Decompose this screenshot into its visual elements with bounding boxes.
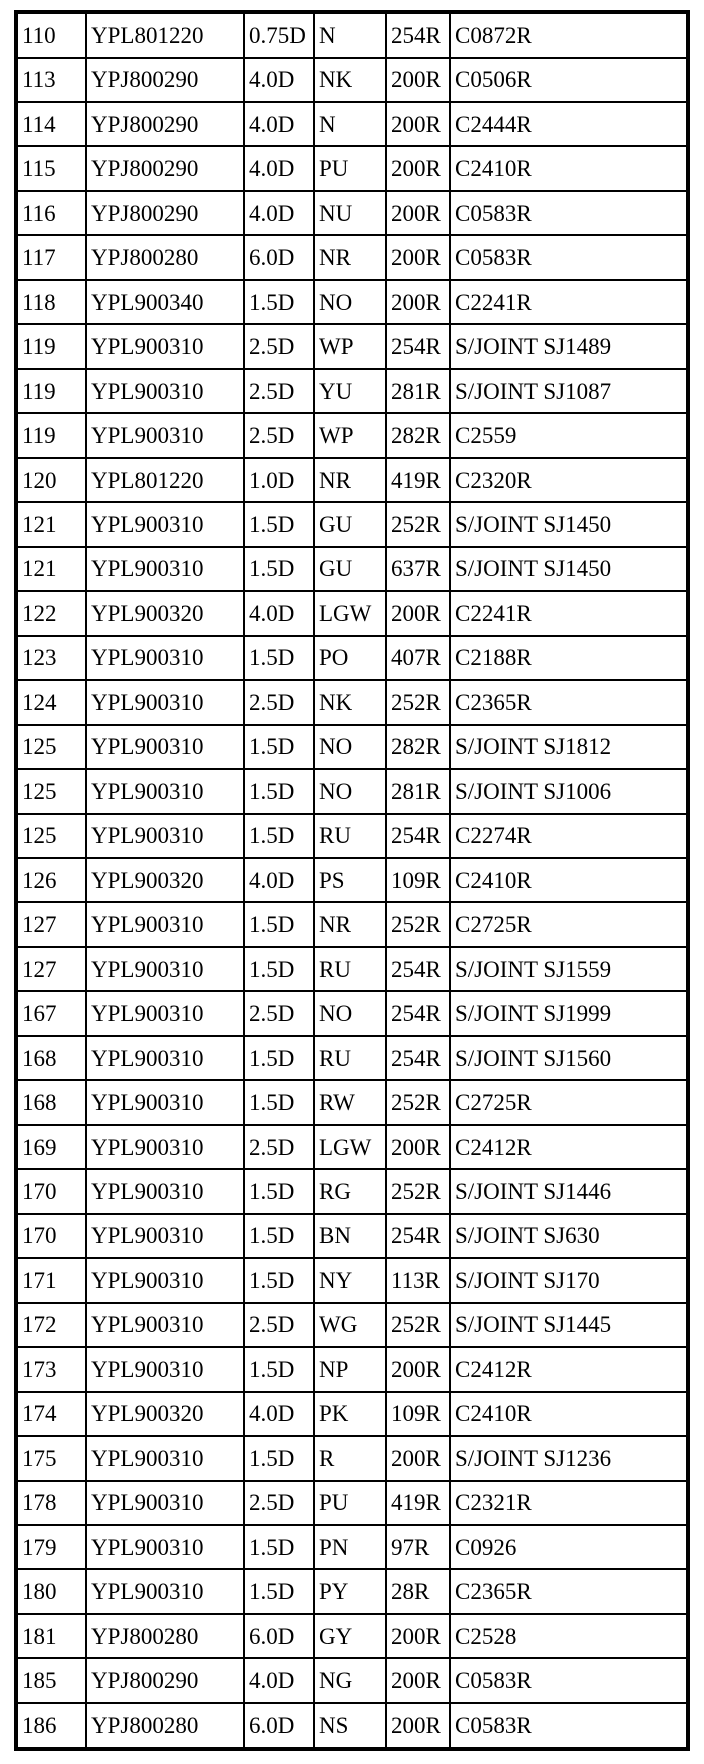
wire-size-cell: 4.0D <box>244 858 314 902</box>
wire-color-cell: PK <box>314 1392 386 1436</box>
part-number-cell: YPL900310 <box>86 1080 244 1124</box>
table-row <box>16 1258 688 1302</box>
wire-color-cell: RU <box>314 1036 386 1080</box>
connection-cell: C2241R <box>450 591 688 635</box>
wire-color-cell: NK <box>314 58 386 102</box>
wire-color-cell: RW <box>314 1080 386 1124</box>
length-cell: 113R <box>386 1258 450 1302</box>
circuit-number-cell: 125 <box>16 814 86 858</box>
length-cell: 200R <box>386 146 450 190</box>
part-number-cell: YPJ800290 <box>86 146 244 190</box>
part-number-cell: YPL900310 <box>86 1525 244 1569</box>
length-cell: 254R <box>386 814 450 858</box>
circuit-number-cell: 175 <box>16 1436 86 1480</box>
wire-size-cell: 2.5D <box>244 324 314 368</box>
connection-cell: S/JOINT SJ1446 <box>450 1169 688 1213</box>
length-cell: 252R <box>386 1303 450 1347</box>
connection-cell: S/JOINT SJ630 <box>450 1214 688 1258</box>
part-number-cell: YPL900310 <box>86 947 244 991</box>
wire-color-cell: NS <box>314 1703 386 1749</box>
length-cell: 254R <box>386 947 450 991</box>
circuit-number-cell: 186 <box>16 1703 86 1749</box>
wire-color-cell: GY <box>314 1614 386 1658</box>
table-row <box>16 235 688 279</box>
length-cell: 419R <box>386 458 450 502</box>
wire-size-cell: 1.5D <box>244 1214 314 1258</box>
wire-color-cell: PU <box>314 146 386 190</box>
part-number-cell: YPL900310 <box>86 1436 244 1480</box>
connection-cell: C2559 <box>450 413 688 457</box>
table-row <box>16 1436 688 1480</box>
wire-color-cell: RU <box>314 947 386 991</box>
part-number-cell: YPL900310 <box>86 1036 244 1080</box>
circuit-number-cell: 180 <box>16 1569 86 1613</box>
wire-color-cell: NG <box>314 1658 386 1702</box>
wire-size-cell: 2.5D <box>244 1125 314 1169</box>
wire-size-cell: 4.0D <box>244 1658 314 1702</box>
part-number-cell: YPL900310 <box>86 369 244 413</box>
connection-cell: C0926 <box>450 1525 688 1569</box>
circuit-number-cell: 167 <box>16 991 86 1035</box>
length-cell: 281R <box>386 369 450 413</box>
circuit-number-cell: 114 <box>16 102 86 146</box>
table-row <box>16 502 688 546</box>
wire-size-cell: 1.5D <box>244 1169 314 1213</box>
connection-cell: C2410R <box>450 1392 688 1436</box>
wire-size-cell: 1.0D <box>244 458 314 502</box>
circuit-number-cell: 170 <box>16 1214 86 1258</box>
table-row <box>16 902 688 946</box>
wire-color-cell: PO <box>314 636 386 680</box>
circuit-number-cell: 119 <box>16 369 86 413</box>
wire-color-cell: NR <box>314 235 386 279</box>
table-row <box>16 1658 688 1702</box>
connection-cell: S/JOINT SJ1999 <box>450 991 688 1035</box>
part-number-cell: YPL900310 <box>86 547 244 591</box>
connection-cell: C2412R <box>450 1125 688 1169</box>
wiring-table <box>14 10 690 1751</box>
length-cell: 200R <box>386 1703 450 1749</box>
table-row <box>16 12 688 58</box>
connection-cell: C2412R <box>450 1347 688 1391</box>
table-row <box>16 1569 688 1613</box>
connection-cell: S/JOINT SJ1489 <box>450 324 688 368</box>
wire-color-cell: PN <box>314 1525 386 1569</box>
wire-size-cell: 1.5D <box>244 947 314 991</box>
wire-color-cell: NP <box>314 1347 386 1391</box>
length-cell: 200R <box>386 591 450 635</box>
circuit-number-cell: 126 <box>16 858 86 902</box>
connection-cell: C2365R <box>450 1569 688 1613</box>
length-cell: 252R <box>386 1169 450 1213</box>
wire-color-cell: PU <box>314 1481 386 1525</box>
table-row <box>16 1303 688 1347</box>
wire-size-cell: 1.5D <box>244 1258 314 1302</box>
table-row <box>16 1169 688 1213</box>
circuit-number-cell: 121 <box>16 547 86 591</box>
part-number-cell: YPL900310 <box>86 680 244 724</box>
circuit-number-cell: 124 <box>16 680 86 724</box>
wire-color-cell: NR <box>314 458 386 502</box>
table-row <box>16 191 688 235</box>
part-number-cell: YPL900310 <box>86 902 244 946</box>
connection-cell: S/JOINT SJ1450 <box>450 547 688 591</box>
wire-color-cell: NY <box>314 1258 386 1302</box>
wire-size-cell: 1.5D <box>244 769 314 813</box>
wire-size-cell: 2.5D <box>244 1303 314 1347</box>
wire-color-cell: PY <box>314 1569 386 1613</box>
wire-color-cell: RG <box>314 1169 386 1213</box>
table-row <box>16 102 688 146</box>
wire-size-cell: 2.5D <box>244 369 314 413</box>
wire-color-cell: RU <box>314 814 386 858</box>
connection-cell: C2410R <box>450 146 688 190</box>
table-row <box>16 146 688 190</box>
length-cell: 281R <box>386 769 450 813</box>
part-number-cell: YPJ800290 <box>86 102 244 146</box>
wire-size-cell: 6.0D <box>244 1614 314 1658</box>
length-cell: 200R <box>386 1658 450 1702</box>
wire-size-cell: 1.5D <box>244 902 314 946</box>
wire-color-cell: NU <box>314 191 386 235</box>
part-number-cell: YPJ800290 <box>86 58 244 102</box>
length-cell: 109R <box>386 1392 450 1436</box>
length-cell: 282R <box>386 413 450 457</box>
wire-size-cell: 4.0D <box>244 591 314 635</box>
connection-cell: S/JOINT SJ1559 <box>450 947 688 991</box>
length-cell: 407R <box>386 636 450 680</box>
wire-color-cell: R <box>314 1436 386 1480</box>
wire-size-cell: 2.5D <box>244 991 314 1035</box>
wire-color-cell: GU <box>314 502 386 546</box>
length-cell: 252R <box>386 1080 450 1124</box>
table-row <box>16 1525 688 1569</box>
circuit-number-cell: 171 <box>16 1258 86 1302</box>
length-cell: 254R <box>386 12 450 58</box>
wire-size-cell: 1.5D <box>244 814 314 858</box>
wire-size-cell: 1.5D <box>244 1347 314 1391</box>
part-number-cell: YPL900310 <box>86 1258 244 1302</box>
wire-color-cell: N <box>314 12 386 58</box>
table-row <box>16 1036 688 1080</box>
table-row <box>16 369 688 413</box>
table-row <box>16 458 688 502</box>
wire-color-cell: WP <box>314 413 386 457</box>
connection-cell: C2241R <box>450 280 688 324</box>
wire-color-cell: PS <box>314 858 386 902</box>
length-cell: 252R <box>386 902 450 946</box>
length-cell: 254R <box>386 1036 450 1080</box>
wire-size-cell: 4.0D <box>244 58 314 102</box>
wire-size-cell: 4.0D <box>244 1392 314 1436</box>
connection-cell: S/JOINT SJ1450 <box>450 502 688 546</box>
table-row <box>16 413 688 457</box>
length-cell: 200R <box>386 1125 450 1169</box>
wire-size-cell: 2.5D <box>244 1481 314 1525</box>
table-row <box>16 324 688 368</box>
connection-cell: S/JOINT SJ1236 <box>450 1436 688 1480</box>
table-row <box>16 280 688 324</box>
wire-color-cell: NO <box>314 280 386 324</box>
circuit-number-cell: 127 <box>16 902 86 946</box>
connection-cell: C2725R <box>450 902 688 946</box>
circuit-number-cell: 110 <box>16 12 86 58</box>
length-cell: 254R <box>386 1214 450 1258</box>
circuit-number-cell: 178 <box>16 1481 86 1525</box>
connection-cell: S/JOINT SJ170 <box>450 1258 688 1302</box>
part-number-cell: YPL900310 <box>86 1569 244 1613</box>
circuit-number-cell: 168 <box>16 1080 86 1124</box>
wire-color-cell: LGW <box>314 591 386 635</box>
part-number-cell: YPL900310 <box>86 725 244 769</box>
table-row <box>16 1125 688 1169</box>
part-number-cell: YPL900310 <box>86 636 244 680</box>
length-cell: 200R <box>386 235 450 279</box>
length-cell: 419R <box>386 1481 450 1525</box>
length-cell: 282R <box>386 725 450 769</box>
length-cell: 200R <box>386 102 450 146</box>
connection-cell: C2274R <box>450 814 688 858</box>
connection-cell: C0872R <box>450 12 688 58</box>
part-number-cell: YPL801220 <box>86 458 244 502</box>
wire-color-cell: N <box>314 102 386 146</box>
wire-size-cell: 2.5D <box>244 413 314 457</box>
table-row <box>16 1614 688 1658</box>
wire-color-cell: WG <box>314 1303 386 1347</box>
part-number-cell: YPL900310 <box>86 413 244 457</box>
circuit-number-cell: 127 <box>16 947 86 991</box>
wire-size-cell: 1.5D <box>244 725 314 769</box>
connection-cell: S/JOINT SJ1560 <box>450 1036 688 1080</box>
circuit-number-cell: 168 <box>16 1036 86 1080</box>
part-number-cell: YPJ800280 <box>86 1703 244 1749</box>
connection-cell: C2410R <box>450 858 688 902</box>
length-cell: 200R <box>386 191 450 235</box>
length-cell: 97R <box>386 1525 450 1569</box>
wire-size-cell: 6.0D <box>244 235 314 279</box>
connection-cell: C2365R <box>450 680 688 724</box>
wire-color-cell: NO <box>314 769 386 813</box>
table-row <box>16 680 688 724</box>
table-row <box>16 1347 688 1391</box>
part-number-cell: YPL900310 <box>86 991 244 1035</box>
wire-size-cell: 1.5D <box>244 1436 314 1480</box>
table-row <box>16 1392 688 1436</box>
wire-size-cell: 4.0D <box>244 146 314 190</box>
wire-color-cell: YU <box>314 369 386 413</box>
wire-size-cell: 1.5D <box>244 1569 314 1613</box>
wire-size-cell: 2.5D <box>244 680 314 724</box>
circuit-number-cell: 122 <box>16 591 86 635</box>
connection-cell: C0583R <box>450 235 688 279</box>
wiring-table-body <box>16 12 688 1749</box>
part-number-cell: YPL900310 <box>86 1481 244 1525</box>
connection-cell: C2321R <box>450 1481 688 1525</box>
part-number-cell: YPL900310 <box>86 324 244 368</box>
circuit-number-cell: 113 <box>16 58 86 102</box>
part-number-cell: YPJ800280 <box>86 235 244 279</box>
wire-size-cell: 1.5D <box>244 1525 314 1569</box>
table-row <box>16 947 688 991</box>
wire-color-cell: NR <box>314 902 386 946</box>
circuit-number-cell: 115 <box>16 146 86 190</box>
part-number-cell: YPL900310 <box>86 1347 244 1391</box>
connection-cell: C0583R <box>450 191 688 235</box>
part-number-cell: YPJ800280 <box>86 1614 244 1658</box>
length-cell: 28R <box>386 1569 450 1613</box>
part-number-cell: YPL900320 <box>86 591 244 635</box>
length-cell: 200R <box>386 1347 450 1391</box>
part-number-cell: YPL900310 <box>86 1169 244 1213</box>
wire-size-cell: 0.75D <box>244 12 314 58</box>
wire-size-cell: 1.5D <box>244 280 314 324</box>
part-number-cell: YPJ800290 <box>86 191 244 235</box>
circuit-number-cell: 169 <box>16 1125 86 1169</box>
connection-cell: C2188R <box>450 636 688 680</box>
length-cell: 637R <box>386 547 450 591</box>
circuit-number-cell: 125 <box>16 769 86 813</box>
part-number-cell: YPL900310 <box>86 814 244 858</box>
wire-size-cell: 1.5D <box>244 502 314 546</box>
circuit-number-cell: 185 <box>16 1658 86 1702</box>
wire-color-cell: NO <box>314 725 386 769</box>
circuit-number-cell: 118 <box>16 280 86 324</box>
wire-size-cell: 1.5D <box>244 547 314 591</box>
length-cell: 252R <box>386 680 450 724</box>
connection-cell: C0583R <box>450 1658 688 1702</box>
wire-size-cell: 1.5D <box>244 1080 314 1124</box>
circuit-number-cell: 120 <box>16 458 86 502</box>
wire-size-cell: 4.0D <box>244 102 314 146</box>
connection-cell: C2320R <box>450 458 688 502</box>
wire-color-cell: BN <box>314 1214 386 1258</box>
table-row <box>16 547 688 591</box>
wire-size-cell: 4.0D <box>244 191 314 235</box>
part-number-cell: YPL900310 <box>86 1214 244 1258</box>
wire-color-cell: LGW <box>314 1125 386 1169</box>
circuit-number-cell: 172 <box>16 1303 86 1347</box>
length-cell: 200R <box>386 1614 450 1658</box>
length-cell: 200R <box>386 58 450 102</box>
part-number-cell: YPL900320 <box>86 1392 244 1436</box>
table-row <box>16 636 688 680</box>
circuit-number-cell: 125 <box>16 725 86 769</box>
length-cell: 200R <box>386 280 450 324</box>
part-number-cell: YPL900310 <box>86 769 244 813</box>
length-cell: 254R <box>386 991 450 1035</box>
circuit-number-cell: 123 <box>16 636 86 680</box>
wire-size-cell: 6.0D <box>244 1703 314 1749</box>
circuit-number-cell: 181 <box>16 1614 86 1658</box>
circuit-number-cell: 117 <box>16 235 86 279</box>
wire-color-cell: WP <box>314 324 386 368</box>
connection-cell: S/JOINT SJ1087 <box>450 369 688 413</box>
length-cell: 254R <box>386 324 450 368</box>
wire-color-cell: NK <box>314 680 386 724</box>
table-row <box>16 591 688 635</box>
table-row <box>16 725 688 769</box>
length-cell: 200R <box>386 1436 450 1480</box>
wire-color-cell: NO <box>314 991 386 1035</box>
table-row <box>16 1080 688 1124</box>
connection-cell: C0583R <box>450 1703 688 1749</box>
length-cell: 109R <box>386 858 450 902</box>
part-number-cell: YPL801220 <box>86 12 244 58</box>
part-number-cell: YPL900310 <box>86 1125 244 1169</box>
connection-cell: C2725R <box>450 1080 688 1124</box>
part-number-cell: YPL900340 <box>86 280 244 324</box>
table-row <box>16 1481 688 1525</box>
circuit-number-cell: 121 <box>16 502 86 546</box>
table-row <box>16 1703 688 1749</box>
circuit-number-cell: 170 <box>16 1169 86 1213</box>
connection-cell: S/JOINT SJ1812 <box>450 725 688 769</box>
wire-size-cell: 1.5D <box>244 1036 314 1080</box>
table-row <box>16 814 688 858</box>
circuit-number-cell: 174 <box>16 1392 86 1436</box>
circuit-number-cell: 179 <box>16 1525 86 1569</box>
part-number-cell: YPL900320 <box>86 858 244 902</box>
circuit-number-cell: 116 <box>16 191 86 235</box>
part-number-cell: YPJ800290 <box>86 1658 244 1702</box>
wire-color-cell: GU <box>314 547 386 591</box>
table-row <box>16 58 688 102</box>
connection-cell: C2444R <box>450 102 688 146</box>
connection-cell: S/JOINT SJ1445 <box>450 1303 688 1347</box>
table-row <box>16 769 688 813</box>
table-row <box>16 858 688 902</box>
connection-cell: C2528 <box>450 1614 688 1658</box>
circuit-number-cell: 119 <box>16 324 86 368</box>
wire-size-cell: 1.5D <box>244 636 314 680</box>
part-number-cell: YPL900310 <box>86 1303 244 1347</box>
circuit-number-cell: 119 <box>16 413 86 457</box>
length-cell: 252R <box>386 502 450 546</box>
connection-cell: C0506R <box>450 58 688 102</box>
connection-cell: S/JOINT SJ1006 <box>450 769 688 813</box>
table-row <box>16 991 688 1035</box>
table-row <box>16 1214 688 1258</box>
part-number-cell: YPL900310 <box>86 502 244 546</box>
circuit-number-cell: 173 <box>16 1347 86 1391</box>
